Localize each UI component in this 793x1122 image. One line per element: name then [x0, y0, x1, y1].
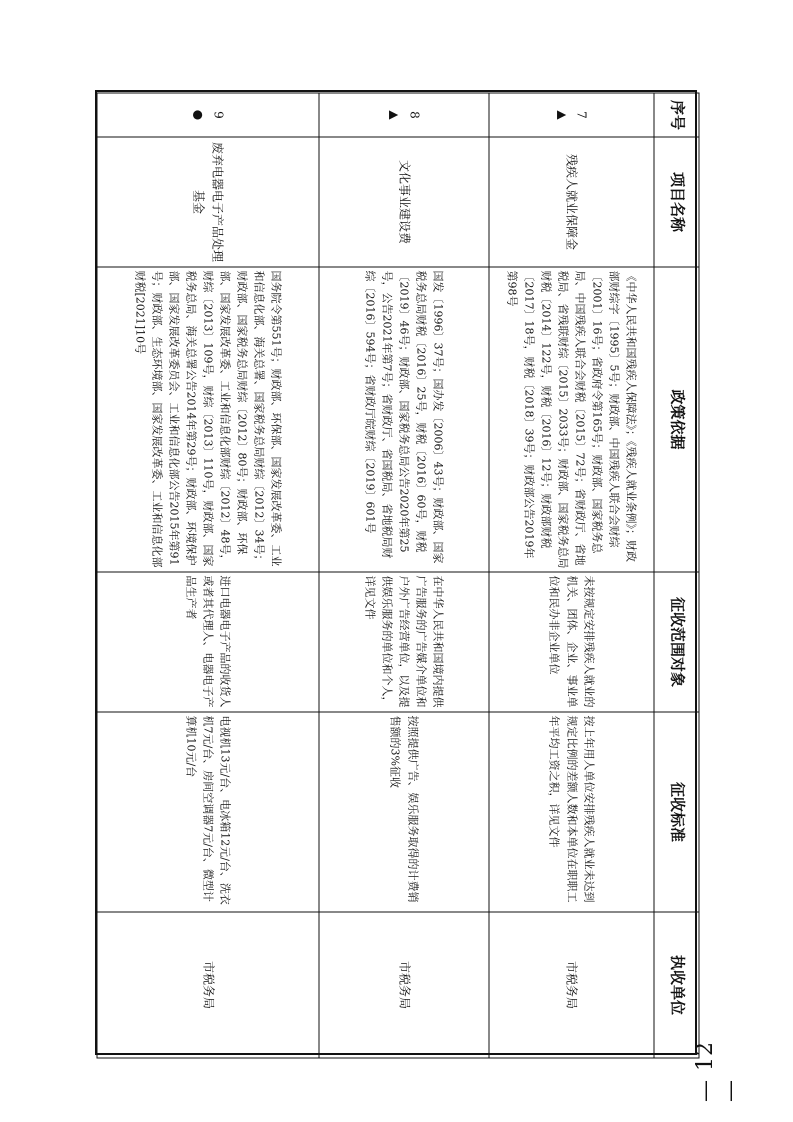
fee-items-table	[96, 92, 699, 1058]
row-scope: 进口电器电子产品的收货人或者其代理人、电器电子产品生产者	[97, 572, 319, 712]
row-basis: 《中华人民共和国残疾人保障法》；《残疾人就业条例》；财政部财综字〔1995〕5号；财政部、中国残疾人联合会财综〔2001〕16号；省政府令第165号；财政部、国家税务总局、中国残疾人联合会财税〔2015〕72号；省财政厅、省地税局、省残联财综〔2015〕2033号；财政部、国家税务总局财税〔2014〕122号，财税〔2016〕12号；财政部财税〔2017〕18号，财税〔2018〕39号；财政部公告2019年第98号	[489, 267, 654, 572]
row-seq: 8	[406, 110, 421, 119]
row-mark-triangle: ▲	[387, 109, 402, 120]
row-name: 废弃电器电子产品处理基金	[97, 137, 319, 267]
row-name: 残疾人就业保障金	[489, 137, 654, 267]
row-standard: 按照提供广告、娱乐服务取得的计费销售额的3%征收	[319, 712, 489, 912]
table-row	[97, 93, 319, 1058]
header-basis: 政策依据	[654, 267, 699, 572]
row-name: 文化事业建设费	[319, 137, 489, 267]
row-standard: 电视机13元/台、电冰箱12元/台、洗衣机7元/台、房间空调器7元/台、微型计算机10元/台	[97, 712, 319, 912]
row-unit: 市税务局	[97, 912, 319, 1058]
rotated-table-content	[97, 92, 699, 1057]
header-seq: 序号	[654, 93, 699, 137]
table-row	[489, 93, 654, 1058]
row-mark-triangle: ▲	[555, 109, 569, 120]
row-scope: 在中华人民共和国境内提供广告服务的广告媒介单位和户外广告经营单位，以及提供娱乐服务的单位和个人，详见文件	[319, 572, 489, 712]
row-basis: 国发〔1996〕37号；国办发〔2006〕43号；财政部、国家税务总局财税〔2016〕25号，财税〔2016〕60号，财税〔2019〕46号；财政部、国家税务总局公告2020年第25号，公告2021年第7号；省财政厅、省国税局、省地税局财综〔2016〕594号；省财政厅皖财综〔2019〕601号	[319, 267, 489, 572]
table-row	[319, 93, 489, 1058]
header-standard: 征收标准	[654, 712, 699, 912]
row-seq-cell	[97, 93, 319, 137]
row-standard: 按上年用人单位安排残疾人就业未达到规定比例的差额人数和本单位在职职工年平均工资之积，详见文件	[489, 712, 654, 912]
fee-table	[95, 90, 697, 1055]
row-seq-cell	[319, 93, 489, 137]
header-scope: 征收范围对象	[654, 572, 699, 712]
row-basis: 国务院令第551号；财政部、环保部、国家发展改革委、工业和信息化部、海关总署、国家税务总局财综〔2012〕34号；财政部、国家税务总局财综〔2012〕80号；财政部、环保部、国家发展改革委、工业和信息化部财综〔2012〕48号，财综〔2013〕109号，财综〔2013〕110号，财政部、国家税务总局、海关总署公告2014年第29号；财政部、环境保护部、国家发展改革委员会、工业和信息化部公告2015年第91号；财政部、生态环境部、国家发展改革委、工业和信息化部财税[2021]10号	[97, 267, 319, 572]
row-seq: 9	[210, 110, 225, 119]
header-row	[654, 93, 699, 1058]
page-number: — 12 —	[693, 1041, 743, 1102]
row-seq-cell	[489, 93, 654, 137]
header-name: 项目名称	[654, 137, 699, 267]
row-mark-dot: ●	[191, 109, 206, 120]
header-unit: 执收单位	[654, 912, 699, 1058]
row-unit: 市税务局	[489, 912, 654, 1058]
row-seq: 7	[574, 110, 589, 119]
row-scope: 未按规定安排残疾人就业的机关、团体、企业、事业单位和民办非企业单位	[489, 572, 654, 712]
row-unit: 市税务局	[319, 912, 489, 1058]
